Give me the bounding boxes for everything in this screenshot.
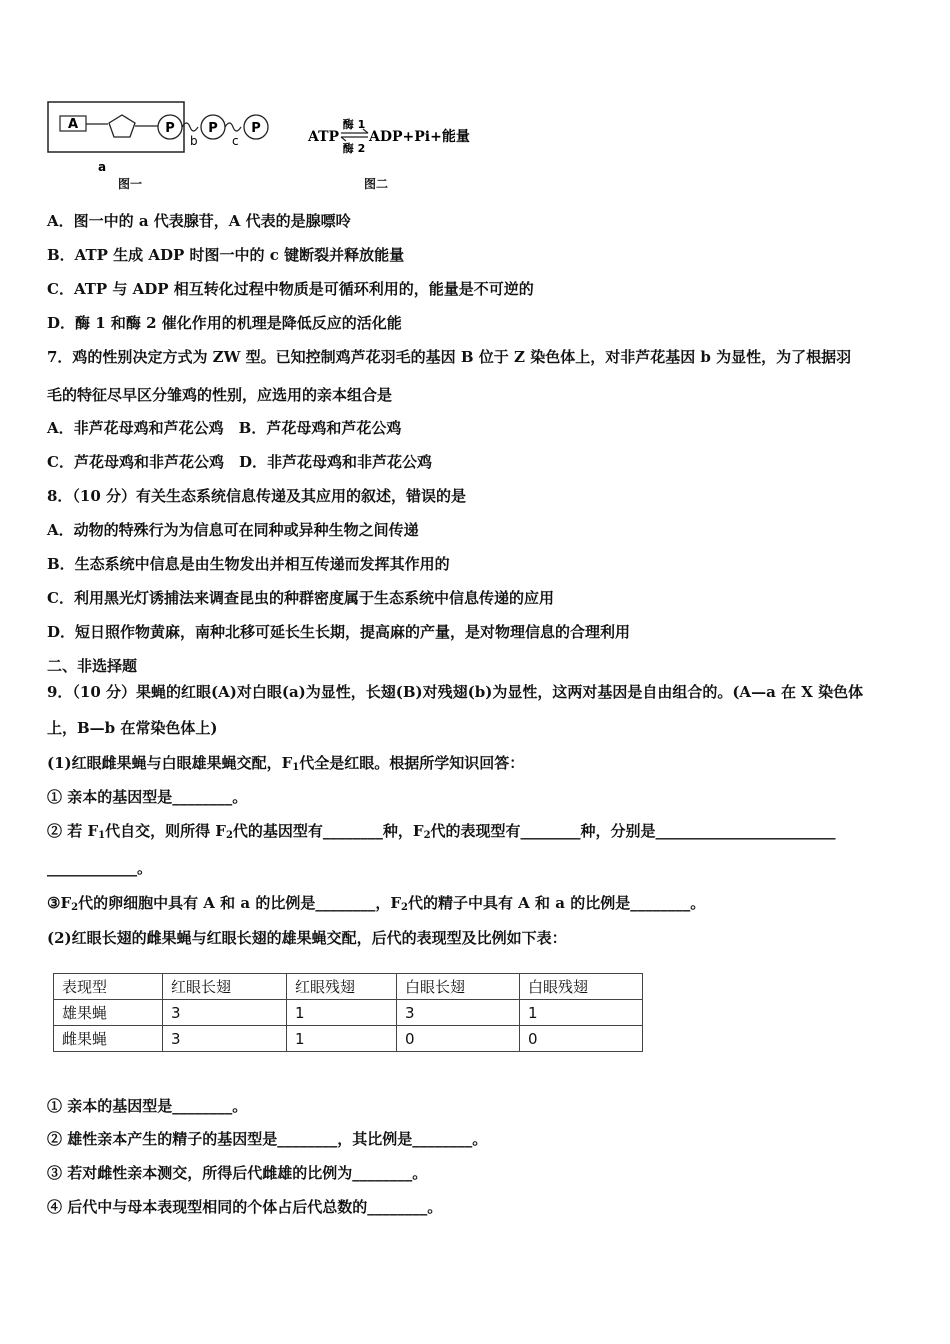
q6-option-d: D．酶 1 和酶 2 催化作用的机理是降低反应的活化能 xyxy=(47,314,402,332)
q9-part1-text-b: 代全是红眼。根据所学知识回答： xyxy=(299,754,525,772)
phosphate-1-label: P xyxy=(165,121,175,136)
table-cell: 雌果蝇 xyxy=(54,1026,163,1052)
q7-stem-line2: 毛的特征尽早区分雏鸡的性别，应选用的亲本组合是 xyxy=(47,386,393,404)
q9-p1q3-sub2: 2 xyxy=(400,902,408,913)
table-header-cell: 红眼长翅 xyxy=(163,974,287,1000)
phenotype-table xyxy=(53,973,643,1052)
phosphate-3-label: P xyxy=(251,121,261,136)
q9-p1q2-c: 代的基因型有________种，F xyxy=(232,822,424,840)
q7-options-ab: A．非芦花母鸡和芦花公鸡 B．芦花母鸡和芦花公鸡 xyxy=(47,419,402,437)
q7-stem-line1: 7．鸡的性别决定方式为 ZW 型。已知控制鸡芦花羽毛的基因 B 位于 Z 染色体上，对非芦花基因 b 为显性，为了根据羽 xyxy=(47,348,852,366)
q9-part2-intro: (2)红眼长翅的雌果蝇与红眼长翅的雄果蝇交配，后代的表现型及比例如下表： xyxy=(47,929,567,947)
q9-p1q3-a: ③F xyxy=(47,894,72,912)
q8-option-b: B．生态系统中信息是由生物发出并相互传递而发挥其作用的 xyxy=(47,555,450,573)
q8-option-c: C．利用黑光灯诱捕法来调查昆虫的种群密度属于生态系统中信息传递的应用 xyxy=(47,589,554,607)
q9-part1-text-a: (1)红眼雌果蝇与白眼雄果蝇交配，F xyxy=(47,754,293,772)
adenine-label: A xyxy=(67,117,79,132)
table-cell: 雄果蝇 xyxy=(54,1000,163,1026)
reaction-products: ADP+Pi+能量 xyxy=(369,129,470,145)
figure1-caption: 图一 xyxy=(118,177,143,191)
q9-part2-q3: ③ 若对雌性亲本测交，所得后代雌雄的比例为________。 xyxy=(47,1164,428,1182)
q9-p1q3-sub1: 2 xyxy=(71,902,79,913)
q6-option-b: B．ATP 生成 ADP 时图一中的 c 键断裂并释放能量 xyxy=(47,246,405,264)
table-cell: 0 xyxy=(397,1026,520,1052)
q9-stem-line2: 上，B—b 在常染色体上) xyxy=(47,719,218,737)
table-header-cell: 红眼残翅 xyxy=(287,974,397,1000)
reaction-atp: ATP xyxy=(308,129,340,145)
table-header-cell: 表现型 xyxy=(54,974,163,1000)
q9-p1q3-b: 代的卵细胞中具有 A 和 a 的比例是________，F xyxy=(78,894,401,912)
table-cell: 3 xyxy=(163,1026,287,1052)
q9-part2-q1: ① 亲本的基因型是________。 xyxy=(47,1097,248,1115)
table-row xyxy=(54,1026,643,1052)
q9-part1-q3 xyxy=(47,893,705,913)
q9-p1q2-d: 代的表现型有________种，分别是________________________ xyxy=(430,822,836,840)
table-cell: 3 xyxy=(163,1000,287,1026)
figure2-caption: 图二 xyxy=(364,177,389,191)
q6-option-c: C．ATP 与 ADP 相互转化过程中物质是可循环利用的，能量是不可逆的 xyxy=(47,280,534,298)
table-row xyxy=(54,1000,643,1026)
bond-c-label: c xyxy=(232,134,239,148)
table-cell: 1 xyxy=(287,1026,397,1052)
phosphate-2-label: P xyxy=(208,121,218,136)
table-header-cell: 白眼长翅 xyxy=(397,974,520,1000)
q9-part2-q2: ② 雄性亲本产生的精子的基因型是________，其比例是________。 xyxy=(47,1130,488,1148)
q9-part1-q2 xyxy=(47,821,836,841)
adenosine-a-label: a xyxy=(98,160,107,174)
q8-option-d: D．短日照作物黄麻，南种北移可延长生长期，提高麻的产量，是对物理信息的合理利用 xyxy=(47,623,631,641)
q8-stem: 8．（10 分）有关生态系统信息传递及其应用的叙述，错误的是 xyxy=(47,487,467,505)
table-cell: 1 xyxy=(287,1000,397,1026)
q9-part2-q4: ④ 后代中与母本表现型相同的个体占后代总数的________。 xyxy=(47,1198,443,1216)
atp-structure-figure xyxy=(40,96,290,196)
table-cell: 1 xyxy=(520,1000,643,1026)
table-cell: 3 xyxy=(397,1000,520,1026)
q9-p1q2-sub1: 1 xyxy=(98,830,106,841)
table-header-cell: 白眼残翅 xyxy=(520,974,643,1000)
q9-part1-intro xyxy=(47,753,524,773)
q6-option-a: A．图一中的 a 代表腺苷，A 代表的是腺嘌呤 xyxy=(47,212,351,230)
table-header-row xyxy=(54,974,643,1000)
q9-p1q2-sub2: 2 xyxy=(225,830,233,841)
table-cell: 0 xyxy=(520,1026,643,1052)
q9-p1q2-sub3: 2 xyxy=(423,830,431,841)
q9-p1q2-b: 代自交，则所得 F xyxy=(105,822,226,840)
enzyme1-label: 酶 1 xyxy=(342,118,366,131)
bond-b-label: b xyxy=(190,134,198,148)
enzyme2-label: 酶 2 xyxy=(342,142,366,155)
q9-part1-sub: 1 xyxy=(292,762,300,773)
atp-reaction-figure xyxy=(300,112,480,160)
q9-p1q2-a: ② 若 F xyxy=(47,822,99,840)
q9-part1-q2-continued: ____________。 xyxy=(47,859,153,877)
q9-part1-q1: ① 亲本的基因型是________。 xyxy=(47,788,248,806)
q7-options-cd: C．芦花母鸡和非芦花公鸡 D．非芦花母鸡和非芦花公鸡 xyxy=(47,453,432,471)
section-heading: 二、非选择题 xyxy=(47,657,138,675)
q9-stem-line1: 9．（10 分）果蝇的红眼(A)对白眼(a)为显性，长翅(B)对残翅(b)为显性，这两对基因是自由组合的。(A—a 在 X 染色体 xyxy=(47,683,864,701)
q9-p1q3-c: 代的精子中具有 A 和 a 的比例是________。 xyxy=(407,894,706,912)
q8-option-a: A．动物的特殊行为为信息可在同种或异种生物之间传递 xyxy=(47,521,419,539)
